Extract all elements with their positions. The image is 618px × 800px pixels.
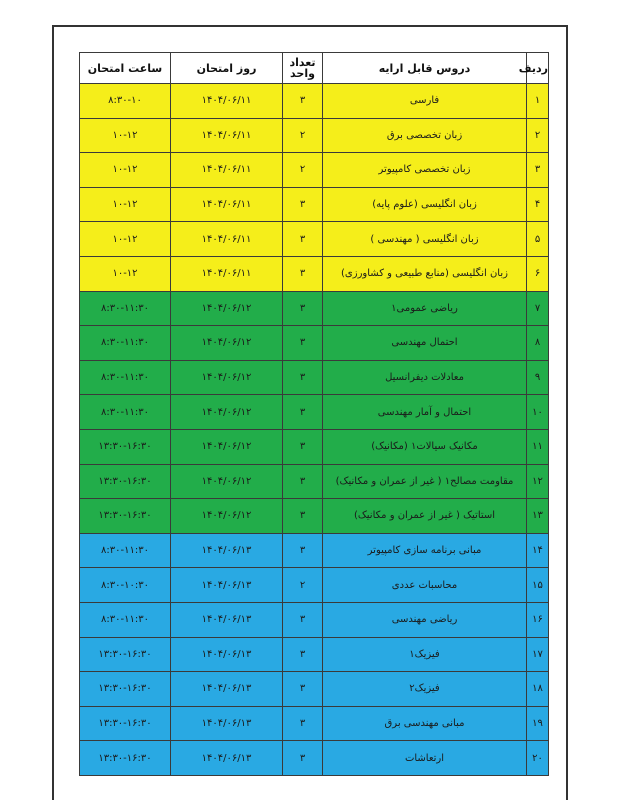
course-name-cell: فیزیک۲	[323, 672, 527, 707]
course-name-cell: مبانی برنامه سازی کامپیوتر	[323, 533, 527, 568]
course-name-cell: معادلات دیفرانسیل	[323, 360, 527, 395]
row-number-cell: ۷	[527, 291, 549, 326]
table-row	[80, 222, 549, 257]
course-name-cell: استاتیک ( غیر از عمران و مکانیک)	[323, 499, 527, 534]
exam-time-cell: ۱۳:۳۰-۱۶:۳۰	[80, 499, 171, 534]
exam-time-cell: ۸:۳۰-۱۱:۳۰	[80, 360, 171, 395]
exam-date-cell: ۱۴۰۴/۰۶/۱۲	[171, 464, 283, 499]
exam-time-cell: ۱۰-۱۲	[80, 153, 171, 188]
exam-time-cell: ۱۳:۳۰-۱۶:۳۰	[80, 672, 171, 707]
units-cell: ۳	[283, 741, 323, 776]
table-row	[80, 118, 549, 153]
row-number-cell: ۶	[527, 256, 549, 291]
course-name-cell: زبان انگلیسی (منابع طبیعی و کشاورزی)	[323, 256, 527, 291]
exam-time-cell: ۱۰-۱۲	[80, 118, 171, 153]
course-name-cell: مکانیک سیالات۱ (مکانیک)	[323, 429, 527, 464]
exam-date-cell: ۱۴۰۴/۰۶/۱۳	[171, 741, 283, 776]
exam-date-cell: ۱۴۰۴/۰۶/۱۲	[171, 291, 283, 326]
units-cell: ۳	[283, 84, 323, 119]
exam-time-cell: ۱۳:۳۰-۱۶:۳۰	[80, 464, 171, 499]
table-row	[80, 291, 549, 326]
table-row	[80, 568, 549, 603]
exam-time-cell: ۸:۳۰-۱۱:۳۰	[80, 533, 171, 568]
row-number-cell: ۱۸	[527, 672, 549, 707]
row-number-cell: ۱۹	[527, 706, 549, 741]
row-number-cell: ۲۰	[527, 741, 549, 776]
exam-date-cell: ۱۴۰۴/۰۶/۱۳	[171, 602, 283, 637]
units-cell: ۳	[283, 360, 323, 395]
row-number-cell: ۱۰	[527, 395, 549, 430]
row-number-cell: ۲	[527, 118, 549, 153]
table-row	[80, 187, 549, 222]
table-row	[80, 360, 549, 395]
row-number-cell: ۵	[527, 222, 549, 257]
exam-time-cell: ۸:۳۰-۱۱:۳۰	[80, 326, 171, 361]
exam-date-cell: ۱۴۰۴/۰۶/۱۳	[171, 672, 283, 707]
units-cell: ۳	[283, 395, 323, 430]
table-header	[80, 53, 549, 84]
exam-date-cell: ۱۴۰۴/۰۶/۱۳	[171, 706, 283, 741]
exam-date-cell: ۱۴۰۴/۰۶/۱۱	[171, 256, 283, 291]
units-cell: ۳	[283, 222, 323, 257]
exam-date-cell: ۱۴۰۴/۰۶/۱۲	[171, 395, 283, 430]
header-exam-date: روز امتحان	[171, 53, 283, 84]
units-cell: ۲	[283, 118, 323, 153]
exam-date-cell: ۱۴۰۴/۰۶/۱۲	[171, 360, 283, 395]
units-cell: ۳	[283, 187, 323, 222]
header-row-number: ردیف	[527, 53, 549, 84]
row-number-cell: ۴	[527, 187, 549, 222]
header-row	[80, 53, 549, 84]
header-course: دروس قابل ارایه	[323, 53, 527, 84]
units-cell: ۲	[283, 153, 323, 188]
exam-date-cell: ۱۴۰۴/۰۶/۱۲	[171, 499, 283, 534]
units-cell: ۳	[283, 256, 323, 291]
header-exam-time: ساعت امتحان	[80, 53, 171, 84]
row-number-cell: ۱	[527, 84, 549, 119]
exam-time-cell: ۸:۳۰-۱۰:۳۰	[80, 568, 171, 603]
exam-time-cell: ۸:۳۰-۱۱:۳۰	[80, 602, 171, 637]
course-name-cell: زبان تخصصی برق	[323, 118, 527, 153]
course-name-cell: ریاضی مهندسی	[323, 602, 527, 637]
exam-date-cell: ۱۴۰۴/۰۶/۱۳	[171, 568, 283, 603]
row-number-cell: ۱۴	[527, 533, 549, 568]
exam-date-cell: ۱۴۰۴/۰۶/۱۱	[171, 118, 283, 153]
course-name-cell: احتمال و آمار مهندسی	[323, 395, 527, 430]
exam-date-cell: ۱۴۰۴/۰۶/۱۲	[171, 326, 283, 361]
units-cell: ۳	[283, 499, 323, 534]
table-body	[80, 84, 549, 776]
units-cell: ۳	[283, 429, 323, 464]
table-row	[80, 602, 549, 637]
units-cell: ۳	[283, 326, 323, 361]
table-row	[80, 429, 549, 464]
exam-schedule-table	[79, 52, 549, 776]
exam-time-cell: ۱۰-۱۲	[80, 256, 171, 291]
row-number-cell: ۱۲	[527, 464, 549, 499]
course-name-cell: محاسبات عددی	[323, 568, 527, 603]
exam-time-cell: ۱۰-۱۲	[80, 187, 171, 222]
units-cell: ۳	[283, 602, 323, 637]
table-row	[80, 706, 549, 741]
exam-time-cell: ۱۳:۳۰-۱۶:۳۰	[80, 637, 171, 672]
units-cell: ۲	[283, 568, 323, 603]
course-name-cell: ارتعاشات	[323, 741, 527, 776]
row-number-cell: ۱۳	[527, 499, 549, 534]
exam-time-cell: ۱۳:۳۰-۱۶:۳۰	[80, 429, 171, 464]
exam-time-cell: ۱۳:۳۰-۱۶:۳۰	[80, 741, 171, 776]
table-row	[80, 533, 549, 568]
exam-time-cell: ۱۰-۱۲	[80, 222, 171, 257]
exam-time-cell: ۸:۳۰-۱۱:۳۰	[80, 395, 171, 430]
row-number-cell: ۳	[527, 153, 549, 188]
header-units: تعداد واحد	[283, 53, 323, 84]
units-cell: ۳	[283, 464, 323, 499]
units-cell: ۳	[283, 672, 323, 707]
exam-date-cell: ۱۴۰۴/۰۶/۱۱	[171, 222, 283, 257]
course-name-cell: زبان انگلیسی ( مهندسی )	[323, 222, 527, 257]
units-cell: ۳	[283, 533, 323, 568]
table-row	[80, 153, 549, 188]
exam-date-cell: ۱۴۰۴/۰۶/۱۳	[171, 533, 283, 568]
row-number-cell: ۱۶	[527, 602, 549, 637]
exam-date-cell: ۱۴۰۴/۰۶/۱۱	[171, 84, 283, 119]
row-number-cell: ۹	[527, 360, 549, 395]
table-row	[80, 464, 549, 499]
course-name-cell: زبان انگلیسی (علوم پایه)	[323, 187, 527, 222]
table-row	[80, 672, 549, 707]
table-row	[80, 326, 549, 361]
row-number-cell: ۱۱	[527, 429, 549, 464]
exam-time-cell: ۱۳:۳۰-۱۶:۳۰	[80, 706, 171, 741]
table-row	[80, 637, 549, 672]
table-row	[80, 256, 549, 291]
exam-date-cell: ۱۴۰۴/۰۶/۱۱	[171, 153, 283, 188]
exam-date-cell: ۱۴۰۴/۰۶/۱۱	[171, 187, 283, 222]
table-row	[80, 395, 549, 430]
exam-date-cell: ۱۴۰۴/۰۶/۱۲	[171, 429, 283, 464]
course-name-cell: فیزیک۱	[323, 637, 527, 672]
exam-time-cell: ۸:۳۰-۱۱:۳۰	[80, 291, 171, 326]
units-cell: ۳	[283, 637, 323, 672]
course-name-cell: ریاضی عمومی۱	[323, 291, 527, 326]
course-name-cell: مقاومت مصالح۱ ( غیر از عمران و مکانیک)	[323, 464, 527, 499]
course-name-cell: مبانی مهندسی برق	[323, 706, 527, 741]
course-name-cell: زبان تخصصی کامپیوتر	[323, 153, 527, 188]
row-number-cell: ۱۵	[527, 568, 549, 603]
table-row	[80, 741, 549, 776]
units-cell: ۳	[283, 291, 323, 326]
exam-time-cell: ۸:۳۰-۱۰	[80, 84, 171, 119]
row-number-cell: ۱۷	[527, 637, 549, 672]
exam-date-cell: ۱۴۰۴/۰۶/۱۳	[171, 637, 283, 672]
table-row	[80, 84, 549, 119]
units-cell: ۳	[283, 706, 323, 741]
course-name-cell: احتمال مهندسی	[323, 326, 527, 361]
table-row	[80, 499, 549, 534]
course-name-cell: فارسی	[323, 84, 527, 119]
row-number-cell: ۸	[527, 326, 549, 361]
